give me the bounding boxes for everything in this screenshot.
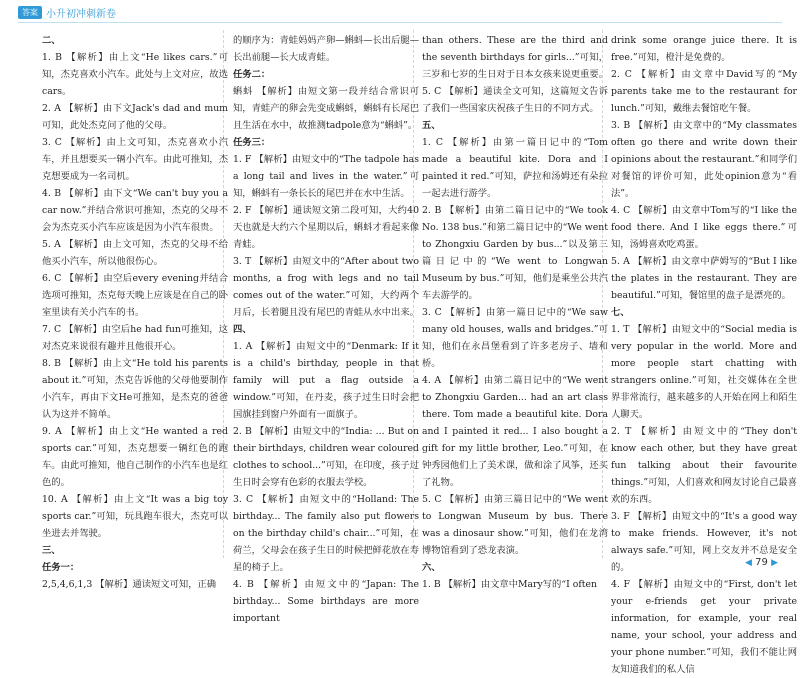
answer-item: 3. F 【解析】由短文中的“It's a good way to make friends. However, it's not always safe.”可知，网上交友并不总是安全的。	[611, 511, 797, 573]
section-heading: 四、	[233, 324, 252, 335]
answer-item: 7. C 【解析】由空后he had fun可推知，这对杰克来说很有趣并且他很开心。	[42, 324, 228, 352]
answer-item: 8. B 【解析】由上文“He told his parents about it.”可知，杰克告诉他的父母他要制作小汽车，再由下文He可推知，是杰克的爸爸认为这并不简单。	[42, 358, 228, 420]
answer-column-4	[611, 32, 797, 678]
section-heading: 六、	[422, 562, 441, 573]
answer-item: 4. A 【解析】由第二篇日记中的“We went to Zhongxiu Garden... had an art class there. Tom made a beautiful kite. Dora and I painted it red... I also bought a gift for my little brother, Leo.”可知，在钟秀园他们上了美术课，做和涂了风筝，还买了礼物。	[422, 375, 608, 488]
answer-column-3	[422, 32, 608, 593]
section-heading: 任务一：	[42, 562, 80, 573]
answer-item: 4. C 【解析】由文章中Tom写的“I like the food there. And I like eggs there.”可知，汤姆喜欢吃鸡蛋。	[611, 205, 797, 250]
page-footer	[745, 557, 778, 568]
next-page-icon[interactable]: ▶	[771, 558, 778, 568]
answer-item: 4. B 【解析】由短文中的“Japan: The birthday... Some birthdays are more important	[233, 579, 419, 624]
section-heading: 三、	[42, 545, 61, 556]
answer-item: 2,5,4,6,1,3 【解析】通读短文可知，正确	[42, 579, 217, 590]
answer-item: 1. B 【解析】由上文“He likes cars.”可知，杰克喜欢小汽车。此处与上文对应，故选cars。	[42, 52, 228, 97]
answer-item: 5. C 【解析】通读全文可知，这篇短文告诉了我们一些国家庆祝孩子生日的不同方式。	[422, 86, 608, 114]
page-header	[0, 0, 800, 26]
answer-item: 6. C 【解析】由空后every evening并结合选项可推知，杰克每天晚上应该是在自己的卧室里读有关小汽车的书。	[42, 273, 228, 318]
section-heading: 七、	[611, 307, 630, 318]
section-heading: 二、	[42, 35, 61, 46]
answer-item: 5. A 【解析】由上文可知，杰克的父母不给他买小汽车，所以他很伤心。	[42, 239, 228, 267]
answer-item: 1. T 【解析】由短文中的“Social media is very popular in the world. More and more people start chatting with strangers online.”可知，社交媒体在全世界非常流行，越来越多的人开始在网上和陌生人聊天。	[611, 324, 797, 420]
answer-item: 3. C 【解析】由短文中的“Holland: The birthday... The family also put flowers on the birthday child's chair...”可知，在荷兰，父母会在孩子生日的时候把鲜花放在寿星的椅子上。	[233, 494, 419, 573]
answer-item: 5. A 【解析】由文章中萨姆写的“But I like the plates in the restaurant. They are beautiful.”可知，餐馆里的盘子是漂亮的。	[611, 256, 797, 301]
answer-item: 5. C 【解析】由第三篇日记中的“We went to Longwan Museum by bus. There was a dinosaur show.”可知，他们在龙湾博物馆看到了恐龙表演。	[422, 494, 608, 556]
answer-item: than others. These are the third and the seventh birthdays for girls...”可知，三岁和七岁的生日对于日本女孩来说更重要。	[422, 35, 608, 80]
answer-item: 2. T 【解析】由短文中的“They don't know each other, but they have great fun talking about their favourite things.”可知，人们喜欢和网友讨论自己最喜欢的东西。	[611, 426, 797, 505]
answer-item: 的顺序为：青蛙妈妈产卵—蝌蚪—长出后腿—长出前腿—长大成青蛙。	[233, 35, 419, 63]
answer-item: 9. A 【解析】由上文“He wanted a red sports car.”可知，杰克想要一辆红色的跑车。由此可推知，他自己制作的小汽车也是红色的。	[42, 426, 228, 488]
answer-item: 3. C 【解析】由第一篇日记中的“We saw many old houses, walls and bridges.”可知，他们在永昌堡看到了许多老房子、墙和桥。	[422, 307, 608, 369]
answer-column-2	[233, 32, 419, 627]
answer-item: 2. A 【解析】由下文Jack's dad and mum可知，此处杰克问了他的父母。	[42, 103, 228, 131]
section-heading: 五、	[422, 120, 441, 131]
answer-item: 3. C 【解析】由上文可知，杰克喜欢小汽车，并且想要买一辆小汽车。由此可推知，杰克想要成为一名司机。	[42, 137, 228, 182]
answer-item: 1. F 【解析】由短文中的“The tadpole has a long tail and lives in the water.”可知，蝌蚪有一条长长的尾巴并在水中生活。	[233, 154, 419, 199]
section-heading: 任务二：	[233, 69, 271, 80]
answer-item: 3. T 【解析】由短文中的“After about two months, a frog with legs and no tail comes out of the water.”可知，大约两个月后，长着腿且没有尾巴的青蛙从水中出来。	[233, 256, 419, 318]
answer-column-1	[42, 32, 228, 593]
answer-item: 3. B 【解析】由文章中的“My classmates often go there and write down their opinions about the restaurant.”和同学们对餐馆的评价可知，此处opinion意为“看法”。	[611, 120, 797, 199]
page-number: 79	[755, 557, 768, 568]
answer-item: 蝌蚪 【解析】由短文第一段并结合常识可知，青蛙产的卵会先变成蝌蚪，蝌蚪有长尾巴且生活在水中，故推测tadpole意为“蝌蚪”。	[233, 86, 419, 131]
section-heading: 任务三：	[233, 137, 271, 148]
answer-item: drink some orange juice there. It is free.”可知，橙汁是免费的。	[611, 35, 797, 63]
answer-item: 1. B 【解析】由文章中Mary写的“I often	[422, 579, 597, 590]
answer-item: 2. B 【解析】由第二篇日记中的“We took No. 138 bus.”和第二篇日记中的“We went to Zhongxiu Garden by bus...”以及第三篇日记中的“We went to Longwan Museum by bus.”可知，他们是乘坐公共汽车去游学的。	[422, 205, 608, 301]
answer-item: 2. F 【解析】通读短文第二段可知，大约40天也就是大约六个星期以后，蝌蚪才看起来像青蛙。	[233, 205, 419, 250]
answer-item: 2. C 【解析】由文章中David写的“My parents take me to the restaurant for lunch.”可知，戴维去餐馆吃午餐。	[611, 69, 797, 114]
header-divider	[18, 22, 782, 23]
answer-item: 1. A 【解析】由短文中的“Denmark: If it is a child's birthday, people in that family will put a flag outside a window.”可知，在丹麦，孩子过生日时会把国旗挂到窗户外面有一面旗子。	[233, 341, 419, 420]
answer-item: 2. B 【解析】由短文中的“India: ... But on their birthdays, children wear coloured clothes to school...”可知，在印度，孩子过生日时会穿有色彩的衣服去学校。	[233, 426, 419, 488]
prev-page-icon[interactable]: ◀	[745, 558, 752, 568]
answer-item: 10. A 【解析】由上文“It was a big toy sports car.”可知，玩具跑车很大，杰克可以坐进去并驾驶。	[42, 494, 228, 539]
brand-tag: 答案	[18, 6, 42, 19]
answer-item: 4. F 【解析】由短文中的“First, don't let your e-friends get your private information, for example, your real name, your school, your address and your phone number.”可知，我们不能让网友知道我们的私人信	[611, 579, 797, 675]
answer-item: 1. C 【解析】由第一篇日记中的“Tom made a beautiful kite. Dora and I painted it red.”可知，萨拉和汤姆还有朵拉一起去进行游学。	[422, 137, 608, 199]
brand-name: 小升初冲刺新卷	[46, 9, 116, 20]
answer-item: 4. B 【解析】由下文“We can't buy you a car now.”并结合常识可推知，杰克的父母不会为杰克买小汽车应该是因为小汽车很贵。	[42, 188, 228, 233]
